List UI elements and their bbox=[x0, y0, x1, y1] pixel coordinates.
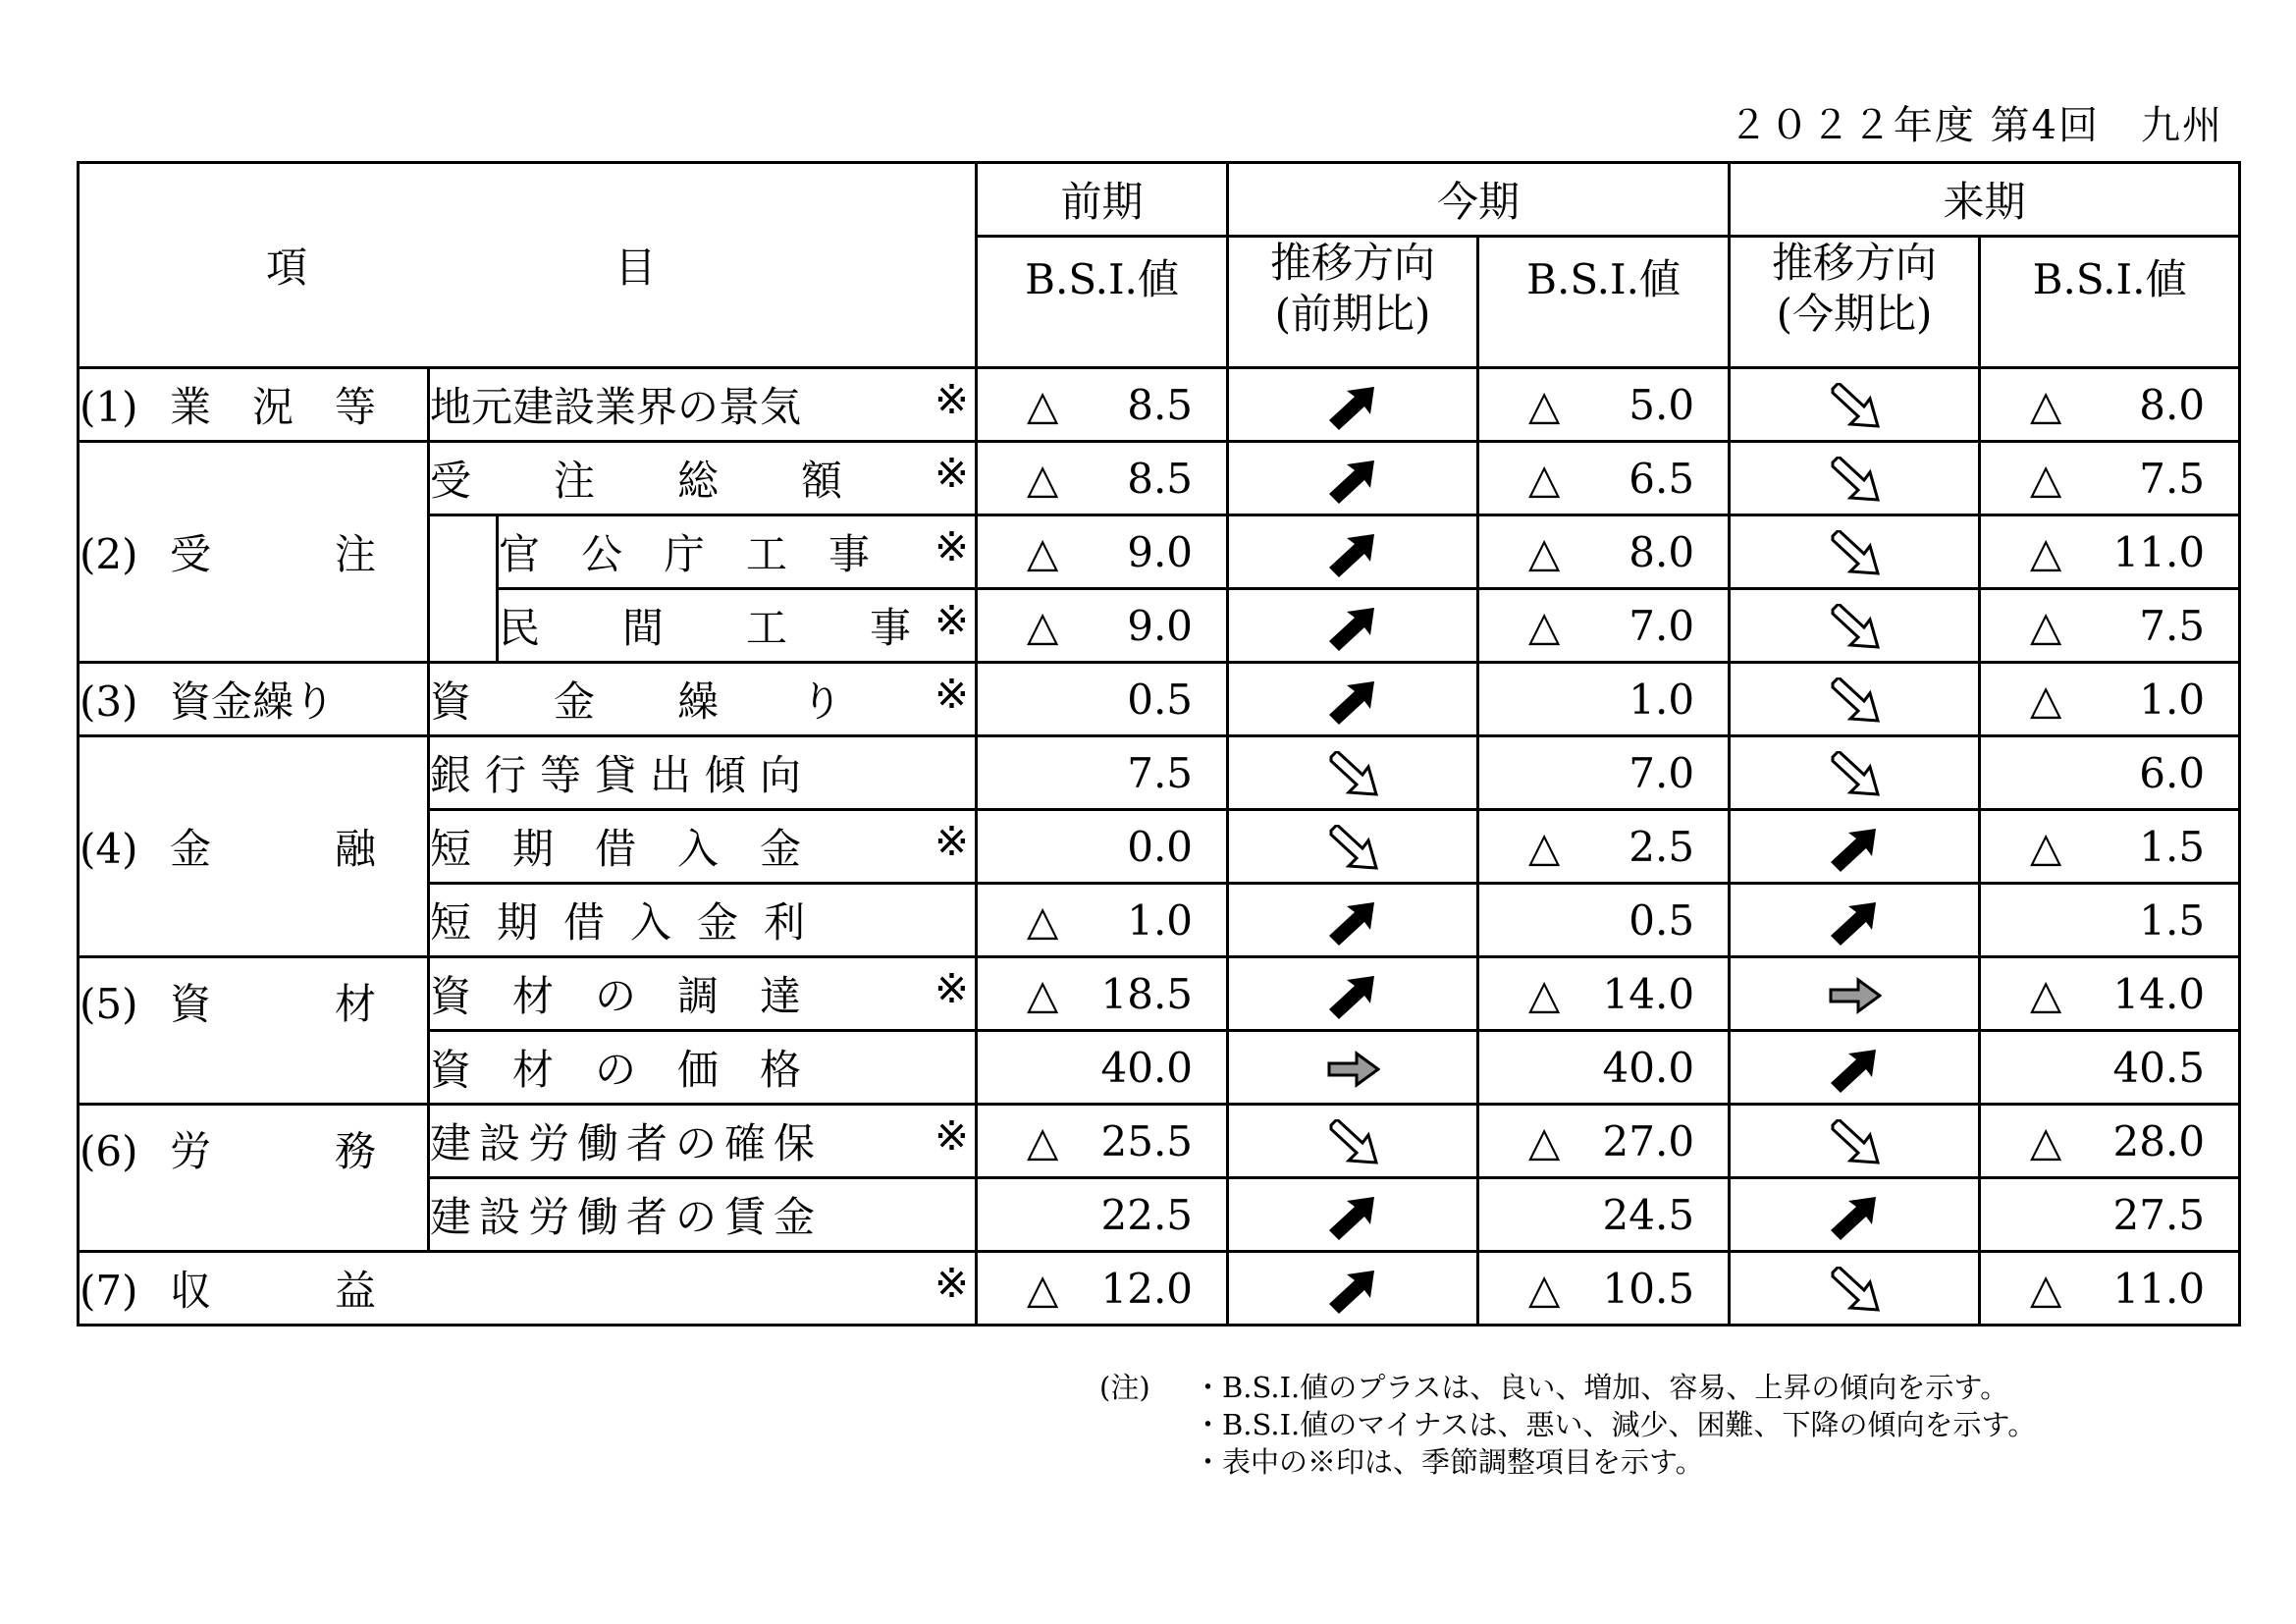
trend-up-arrow-icon bbox=[1325, 894, 1380, 943]
trend-down-arrow-icon bbox=[1827, 600, 1882, 648]
this-bsi-cell: △ 27.0 bbox=[1478, 1105, 1730, 1178]
trend-next-cell bbox=[1730, 957, 1980, 1031]
next-period-header: 来期 bbox=[1730, 163, 2240, 237]
this-period-header: 今期 bbox=[1228, 163, 1730, 237]
category-cell: (5) 資 材 bbox=[79, 957, 429, 1105]
this-bsi-cell: 0.5 bbox=[1478, 884, 1730, 957]
table-row bbox=[79, 1105, 2240, 1178]
prev-bsi-cell: 40.0 bbox=[977, 1031, 1228, 1105]
this-bsi-cell: △ 7.0 bbox=[1478, 589, 1730, 663]
trend-next-cell bbox=[1730, 1031, 1980, 1105]
this-bsi-cell: 24.5 bbox=[1478, 1178, 1730, 1252]
trend-prev-cell bbox=[1228, 884, 1478, 957]
prev-bsi-cell: 7.5 bbox=[977, 736, 1228, 810]
trend-next-cell bbox=[1730, 1105, 1980, 1178]
item-cell: 民 間 工 事 ※ bbox=[498, 589, 977, 663]
footnote-2: ・B.S.I.値のマイナスは、悪い、減少、困難、下降の傾向を示す。 bbox=[1194, 1408, 2037, 1441]
trend-prev-cell bbox=[1228, 1031, 1478, 1105]
this-bsi-cell: 1.0 bbox=[1478, 663, 1730, 736]
trend-prev-cell bbox=[1228, 663, 1478, 736]
next-bsi-cell: △ 1.0 bbox=[1980, 663, 2240, 736]
item-cell: 短 期 借 入 金 ※ bbox=[429, 810, 977, 884]
next-bsi-cell: △ 28.0 bbox=[1980, 1105, 2240, 1178]
trend-down-arrow-icon bbox=[1827, 747, 1882, 795]
item-cell: 建設労働者の賃金 bbox=[429, 1178, 977, 1252]
trend-down-arrow-icon bbox=[1325, 821, 1380, 869]
item-cell: 地元建設業界の景気 ※ bbox=[429, 368, 977, 442]
prev-period-header: 前期 bbox=[977, 163, 1228, 237]
next-bsi-cell: △ 11.0 bbox=[1980, 1252, 2240, 1326]
trend-up-arrow-icon bbox=[1325, 968, 1380, 1016]
next-bsi-cell: △ 7.5 bbox=[1980, 589, 2240, 663]
trend-prev-cell bbox=[1228, 442, 1478, 515]
item-cell: 受 注 総 額 ※ bbox=[429, 442, 977, 515]
item-cell: 資 金 繰 り ※ bbox=[429, 663, 977, 736]
trend-next-cell bbox=[1730, 1252, 1980, 1326]
trend-next-cell bbox=[1730, 515, 1980, 589]
item-cell: 官 公 庁 工 事 ※ bbox=[498, 515, 977, 589]
trend-prev-cell bbox=[1228, 1105, 1478, 1178]
trend-next-cell bbox=[1730, 810, 1980, 884]
category-cell: (4) 金 融 bbox=[79, 736, 429, 957]
trend-up-arrow-icon bbox=[1325, 379, 1380, 427]
item-header bbox=[79, 163, 977, 368]
trend-up-arrow-icon bbox=[1827, 894, 1882, 943]
prev-bsi-cell: △ 1.0 bbox=[977, 884, 1228, 957]
trend-next-cell bbox=[1730, 1178, 1980, 1252]
prev-bsi-cell: △ 9.0 bbox=[977, 515, 1228, 589]
table-row bbox=[79, 736, 2240, 810]
next-bsi-cell: 40.5 bbox=[1980, 1031, 2240, 1105]
trend-prev-header-line2: (前期比) bbox=[1274, 290, 1431, 338]
prev-bsi-cell: △ 8.5 bbox=[977, 368, 1228, 442]
this-bsi-cell: △ 10.5 bbox=[1478, 1252, 1730, 1326]
trend-up-arrow-icon bbox=[1325, 1189, 1380, 1237]
trend-down-arrow-icon bbox=[1827, 379, 1882, 427]
next-bsi-cell: △ 7.5 bbox=[1980, 442, 2240, 515]
prev-bsi-cell: 22.5 bbox=[977, 1178, 1228, 1252]
trend-up-arrow-icon bbox=[1325, 526, 1380, 574]
this-bsi-header: B.S.I.値 bbox=[1478, 237, 1730, 368]
footnote-1: (注) ・B.S.I.値のプラスは、良い、増加、容易、上昇の傾向を示す。 bbox=[1099, 1371, 2009, 1404]
this-bsi-cell: △ 14.0 bbox=[1478, 957, 1730, 1031]
trend-prev-header-line1: 推移方向 bbox=[1270, 239, 1436, 287]
trend-up-arrow-icon bbox=[1325, 674, 1380, 722]
trend-up-arrow-icon bbox=[1827, 1189, 1882, 1237]
trend-next-header bbox=[1730, 237, 1980, 368]
prev-bsi-header: B.S.I.値 bbox=[977, 237, 1228, 368]
next-bsi-cell: △ 1.5 bbox=[1980, 810, 2240, 884]
table-row bbox=[79, 368, 2240, 442]
prev-bsi-cell: △ 8.5 bbox=[977, 442, 1228, 515]
this-bsi-cell: △ 6.5 bbox=[1478, 442, 1730, 515]
trend-prev-cell bbox=[1228, 957, 1478, 1031]
trend-flat-arrow-icon bbox=[1827, 968, 1882, 1016]
category-cell: (1) 業 況 等 bbox=[79, 368, 429, 442]
next-bsi-cell: △ 8.0 bbox=[1980, 368, 2240, 442]
trend-prev-cell bbox=[1228, 1178, 1478, 1252]
trend-prev-cell bbox=[1228, 589, 1478, 663]
item-header-label-b: 目 bbox=[614, 244, 657, 292]
trend-down-arrow-icon bbox=[1827, 1263, 1882, 1311]
trend-prev-cell bbox=[1228, 368, 1478, 442]
footnotes bbox=[1099, 1369, 2036, 1481]
item-header-label-a: 項 bbox=[266, 244, 308, 292]
prev-bsi-cell: 0.0 bbox=[977, 810, 1228, 884]
report-title: ２０２２年度 第4回 九州 bbox=[1728, 103, 2223, 148]
prev-bsi-cell: △ 9.0 bbox=[977, 589, 1228, 663]
prev-bsi-cell: △ 25.5 bbox=[977, 1105, 1228, 1178]
item-cell: 建設労働者の確保 ※ bbox=[429, 1105, 977, 1178]
table-row bbox=[79, 1252, 2240, 1326]
trend-next-cell bbox=[1730, 884, 1980, 957]
trend-up-arrow-icon bbox=[1325, 600, 1380, 648]
item-cell: 短期借入金利 bbox=[429, 884, 977, 957]
trend-prev-cell bbox=[1228, 1252, 1478, 1326]
trend-down-arrow-icon bbox=[1827, 453, 1882, 501]
trend-down-arrow-icon bbox=[1827, 1115, 1882, 1164]
trend-flat-arrow-icon bbox=[1325, 1042, 1380, 1090]
trend-next-cell bbox=[1730, 442, 1980, 515]
trend-down-arrow-icon bbox=[1827, 526, 1882, 574]
trend-prev-cell bbox=[1228, 736, 1478, 810]
this-bsi-cell: △ 5.0 bbox=[1478, 368, 1730, 442]
prev-bsi-cell: 0.5 bbox=[977, 663, 1228, 736]
trend-up-arrow-icon bbox=[1325, 1263, 1380, 1311]
this-bsi-cell: △ 2.5 bbox=[1478, 810, 1730, 884]
category-cell: (2) 受 注 bbox=[79, 442, 429, 663]
prev-bsi-cell: △ 18.5 bbox=[977, 957, 1228, 1031]
next-bsi-cell: △ 11.0 bbox=[1980, 515, 2240, 589]
trend-down-arrow-icon bbox=[1325, 747, 1380, 795]
trend-down-arrow-icon bbox=[1325, 1115, 1380, 1164]
table-row bbox=[79, 957, 2240, 1031]
bsi-table bbox=[77, 161, 2241, 1326]
category-cell: (3) 資金繰り bbox=[79, 663, 429, 736]
trend-next-cell bbox=[1730, 736, 1980, 810]
this-bsi-cell: △ 8.0 bbox=[1478, 515, 1730, 589]
trend-up-arrow-icon bbox=[1827, 1042, 1882, 1090]
table-row bbox=[79, 442, 2240, 515]
next-bsi-cell: △ 14.0 bbox=[1980, 957, 2240, 1031]
category-cell: (6) 労 務 bbox=[79, 1105, 429, 1252]
category-cell: (7) 収 益 ※ bbox=[79, 1252, 977, 1326]
trend-up-arrow-icon bbox=[1827, 821, 1882, 869]
trend-next-cell bbox=[1730, 663, 1980, 736]
item-cell: 資 材 の 価 格 bbox=[429, 1031, 977, 1105]
prev-bsi-cell: △ 12.0 bbox=[977, 1252, 1228, 1326]
trend-next-cell bbox=[1730, 368, 1980, 442]
trend-next-header-line2: (今期比) bbox=[1776, 290, 1933, 338]
next-bsi-cell: 27.5 bbox=[1980, 1178, 2240, 1252]
trend-next-cell bbox=[1730, 589, 1980, 663]
this-bsi-cell: 7.0 bbox=[1478, 736, 1730, 810]
trend-up-arrow-icon bbox=[1325, 453, 1380, 501]
trend-next-header-line1: 推移方向 bbox=[1772, 239, 1938, 287]
trend-down-arrow-icon bbox=[1827, 674, 1882, 722]
trend-prev-header bbox=[1228, 237, 1478, 368]
next-bsi-cell: 1.5 bbox=[1980, 884, 2240, 957]
table-row bbox=[79, 663, 2240, 736]
next-bsi-header: B.S.I.値 bbox=[1980, 237, 2240, 368]
indent-spacer bbox=[429, 515, 498, 663]
this-bsi-cell: 40.0 bbox=[1478, 1031, 1730, 1105]
next-bsi-cell: 6.0 bbox=[1980, 736, 2240, 810]
trend-prev-cell bbox=[1228, 810, 1478, 884]
item-cell: 資 材 の 調 達 ※ bbox=[429, 957, 977, 1031]
footnote-3: ・表中の※印は、季節調整項目を示す。 bbox=[1194, 1445, 1704, 1479]
trend-prev-cell bbox=[1228, 515, 1478, 589]
item-cell: 銀行等貸出傾向 bbox=[429, 736, 977, 810]
